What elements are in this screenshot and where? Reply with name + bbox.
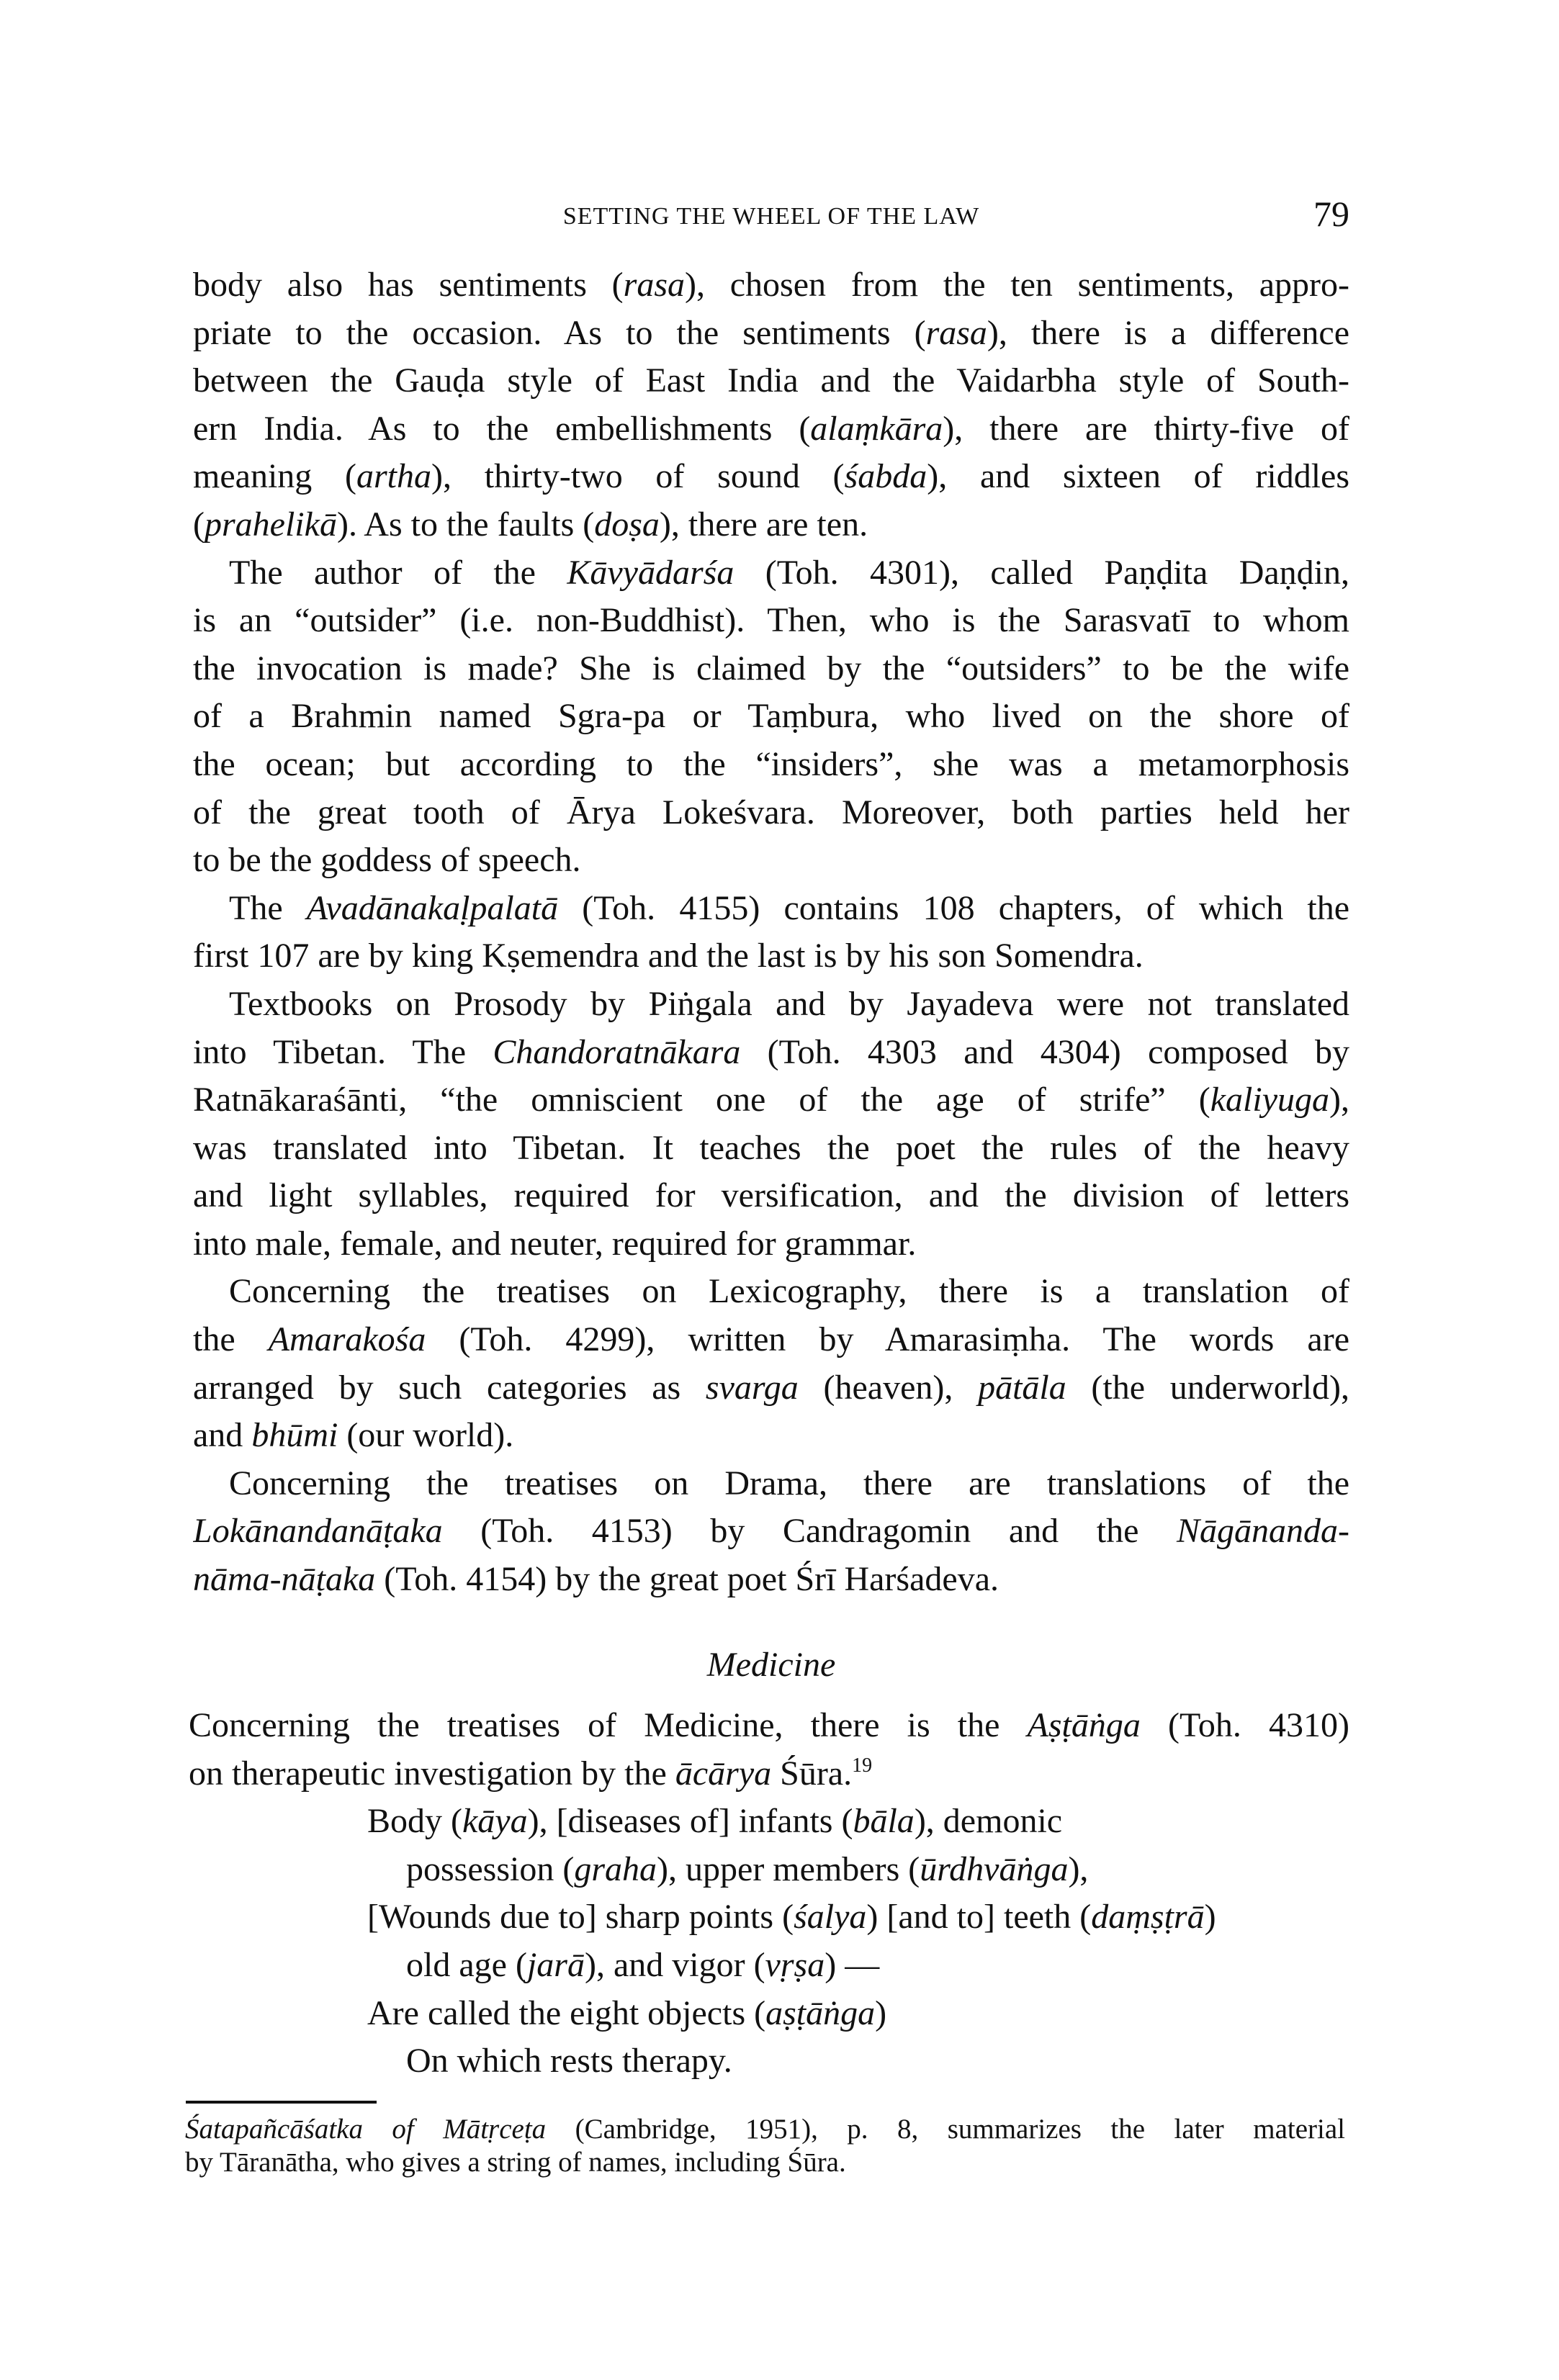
text-line bbox=[193, 1029, 1349, 1077]
text-run: (heaven), bbox=[798, 1368, 979, 1407]
italic-term: alaṃkāra bbox=[810, 409, 943, 448]
text-run: body also has sentiments ( bbox=[193, 266, 624, 304]
text-run: and bbox=[193, 1416, 252, 1455]
italic-term: Nāgānanda- bbox=[1177, 1512, 1349, 1551]
text-line bbox=[189, 1702, 1349, 1750]
text-line bbox=[193, 789, 1349, 837]
page-number: 79 bbox=[1313, 194, 1349, 234]
text-run: into Tibetan. The bbox=[193, 1032, 493, 1071]
text-run: ), there is a difference bbox=[987, 313, 1349, 352]
text-run: ) bbox=[875, 1993, 887, 2032]
italic-term: kaliyuga bbox=[1210, 1081, 1330, 1119]
text-run: [Wounds due to] sharp points ( bbox=[367, 1898, 794, 1937]
text-run: ern India. As to the embellishments ( bbox=[193, 409, 811, 448]
text-line bbox=[189, 1846, 1349, 1894]
footnote bbox=[185, 2113, 1345, 2179]
text-run: meaning ( bbox=[193, 457, 356, 496]
text-line bbox=[193, 261, 1349, 310]
text-run: ) [and to] teeth ( bbox=[866, 1898, 1092, 1937]
text-line bbox=[193, 645, 1349, 693]
text-line bbox=[189, 1942, 1349, 1990]
text-run: (Toh. 4153) by Candragomin and the bbox=[442, 1512, 1177, 1551]
text-line bbox=[193, 693, 1349, 741]
text-run: ) — bbox=[825, 1945, 880, 1984]
text-run: (Toh. 4154) by the great poet Śrī Harśadeva. bbox=[375, 1560, 999, 1599]
italic-term: Avadānakaḷpalatā bbox=[306, 888, 559, 927]
text-line bbox=[189, 1750, 1349, 1798]
italic-term: aṣṭāṅga bbox=[765, 1993, 876, 2032]
text-line bbox=[193, 1460, 1349, 1508]
text-line bbox=[193, 597, 1349, 645]
text-line bbox=[189, 1990, 1349, 2038]
text-line bbox=[185, 2113, 1345, 2146]
text-run: The author of the bbox=[229, 553, 567, 592]
text-line bbox=[189, 1893, 1349, 1942]
text-run: (Toh. 4301), called Paṇḍita Daṇḍin, bbox=[734, 553, 1349, 592]
italic-term: Śatapañcāśatka of Mātṛceṭa bbox=[185, 2114, 547, 2145]
italic-term: doṣa bbox=[594, 505, 660, 544]
italic-term: artha bbox=[356, 457, 432, 496]
text-run: arranged by such categories as bbox=[193, 1368, 706, 1407]
text-line bbox=[193, 1364, 1349, 1412]
text-run: ), and sixteen of riddles bbox=[927, 457, 1349, 496]
text-run: (the underworld), bbox=[1066, 1368, 1349, 1407]
text-line bbox=[189, 2037, 1349, 2086]
text-run: possession ( bbox=[406, 1849, 575, 1888]
text-line bbox=[193, 357, 1349, 405]
italic-term: kāya bbox=[462, 1802, 528, 1841]
text-line bbox=[185, 2146, 1345, 2179]
running-head-title: SETTING THE WHEEL OF THE LAW bbox=[562, 203, 980, 230]
italic-term: rasa bbox=[623, 266, 685, 304]
italic-term: graha bbox=[574, 1849, 657, 1888]
text-run: (Toh. 4303 and 4304) composed by bbox=[740, 1032, 1349, 1071]
text-line bbox=[193, 1220, 1349, 1268]
text-run: the invocation is made? She is claimed by the “outsiders” to be the wife bbox=[193, 649, 1349, 688]
text-line bbox=[193, 1124, 1349, 1173]
text-line bbox=[193, 501, 1349, 549]
text-run: is an “outsider” (i.e. non-Buddhist). Then, who is the Sarasvatī to whom bbox=[193, 601, 1349, 640]
italic-term: ācārya bbox=[675, 1754, 772, 1793]
text-run: first 107 are by king Kṣemendra and the last is by his son Somendra. bbox=[193, 937, 1144, 975]
text-line bbox=[193, 885, 1349, 933]
italic-term: bāla bbox=[853, 1802, 915, 1841]
text-run: of a Brahmin named Sgra-pa or Taṃbura, who lived on the shore of bbox=[193, 697, 1349, 736]
text-line bbox=[193, 1556, 1349, 1604]
text-run: on therapeutic investigation by the bbox=[189, 1754, 675, 1793]
text-run: (Cambridge, 1951), p. 8, summarizes the later material bbox=[546, 2114, 1345, 2145]
text-run: The bbox=[229, 888, 307, 927]
text-line bbox=[193, 837, 1349, 885]
text-run: ) bbox=[1204, 1898, 1216, 1937]
text-run: the bbox=[193, 1320, 269, 1359]
italic-term: Aṣṭāṅga bbox=[1027, 1706, 1141, 1744]
text-run: ), bbox=[1329, 1081, 1349, 1119]
text-run: ), [diseases of] infants ( bbox=[527, 1802, 853, 1841]
text-run: by Tāranātha, who gives a string of names, including Śūra. bbox=[185, 2147, 846, 2178]
section-heading: Medicine bbox=[706, 1646, 836, 1684]
italic-term: jarā bbox=[526, 1945, 585, 1984]
text-line bbox=[193, 981, 1349, 1029]
italic-term: śalya bbox=[794, 1898, 867, 1937]
italic-term: svarga bbox=[705, 1368, 799, 1407]
italic-term: Amarakośa bbox=[268, 1320, 426, 1359]
text-line bbox=[193, 1316, 1349, 1364]
text-run: of the great tooth of Ārya Lokeśvara. Moreover, both parties held her bbox=[193, 793, 1349, 831]
text-run: Textbooks on Prosody by Piṅgala and by Jayadeva were not translated bbox=[229, 984, 1349, 1023]
running-header bbox=[193, 193, 1349, 240]
text-run: priate to the occasion. As to the sentiments ( bbox=[193, 313, 926, 352]
italic-term: bhūmi bbox=[251, 1416, 338, 1455]
text-run: (Toh. 4310) bbox=[1140, 1706, 1349, 1744]
text-line bbox=[193, 1507, 1349, 1556]
text-line bbox=[193, 932, 1349, 981]
text-run: ), there are ten. bbox=[659, 505, 868, 544]
text-run: ), demonic bbox=[914, 1802, 1063, 1841]
text-line bbox=[193, 1076, 1349, 1124]
italic-term: prahelikā bbox=[204, 505, 337, 544]
text-line bbox=[189, 1798, 1349, 1846]
italic-term: ūrdhvāṅga bbox=[920, 1849, 1069, 1888]
text-run: ), chosen from the ten sentiments, appro- bbox=[685, 266, 1349, 304]
italic-term: Kāvyādarśa bbox=[567, 553, 734, 592]
italic-term: vṛṣa bbox=[765, 1945, 825, 1984]
text-run: old age ( bbox=[406, 1945, 527, 1984]
text-run: (our world). bbox=[338, 1416, 514, 1455]
text-run: On which rests therapy. bbox=[406, 2042, 732, 2081]
text-run: ), bbox=[1068, 1849, 1089, 1888]
text-run: into male, female, and neuter, required for grammar. bbox=[193, 1224, 917, 1263]
text-line bbox=[193, 1268, 1349, 1316]
text-run: ( bbox=[193, 505, 205, 544]
text-line bbox=[193, 310, 1349, 358]
text-run: (Toh. 4299), written by Amarasiṃha. The words are bbox=[426, 1320, 1349, 1359]
text-run: was translated into Tibetan. It teaches the poet the rules of the heavy bbox=[193, 1128, 1349, 1167]
text-run: Śūra. bbox=[771, 1754, 853, 1793]
text-run: ). As to the faults ( bbox=[336, 505, 595, 544]
italic-term: rasa bbox=[925, 313, 987, 352]
italic-term: nāma-nāṭaka bbox=[193, 1560, 376, 1599]
italic-term: pātāla bbox=[978, 1368, 1066, 1407]
text-run: Body ( bbox=[367, 1802, 462, 1841]
text-run: ), there are thirty-five of bbox=[943, 409, 1349, 448]
italic-term: Chandoratnākara bbox=[493, 1032, 741, 1071]
italic-term: daṃṣṭrā bbox=[1091, 1898, 1205, 1937]
text-run: Ratnākaraśānti, “the omniscient one of the age of strife” ( bbox=[193, 1081, 1210, 1119]
text-line bbox=[193, 741, 1349, 789]
text-line bbox=[193, 1172, 1349, 1220]
italic-term: Lokānandanāṭaka bbox=[193, 1512, 443, 1551]
text-line bbox=[193, 405, 1349, 454]
text-line bbox=[193, 453, 1349, 501]
text-run: ), and vigor ( bbox=[584, 1945, 765, 1984]
footnote-ref[interactable]: 19 bbox=[852, 1754, 873, 1777]
footnote-rule bbox=[186, 2101, 377, 2104]
text-run: Concerning the treatises on Drama, there are translations of the bbox=[229, 1464, 1349, 1502]
text-line bbox=[193, 549, 1349, 598]
italic-term: śabda bbox=[844, 457, 927, 496]
text-run: between the Gauḍa style of East India and the Vaidarbha style of South- bbox=[193, 361, 1349, 400]
text-run: the ocean; but according to the “insiders”, she was a metamorphosis bbox=[193, 744, 1349, 783]
text-run: Concerning the treatises of Medicine, there is the bbox=[189, 1706, 1028, 1744]
text-run: Concerning the treatises on Lexicography, there is a translation of bbox=[229, 1272, 1349, 1311]
text-run: Are called the eight objects ( bbox=[367, 1993, 766, 2032]
text-run: ), thirty-two of sound ( bbox=[431, 457, 845, 496]
text-run: (Toh. 4155) contains 108 chapters, of which the bbox=[558, 888, 1349, 927]
main-text bbox=[193, 261, 1349, 1604]
medicine-section bbox=[189, 1702, 1349, 2086]
text-run: to be the goddess of speech. bbox=[193, 841, 581, 880]
text-line bbox=[193, 1412, 1349, 1460]
text-run: ), upper members ( bbox=[657, 1849, 920, 1888]
text-run: and light syllables, required for versification, and the division of letters bbox=[193, 1176, 1349, 1215]
